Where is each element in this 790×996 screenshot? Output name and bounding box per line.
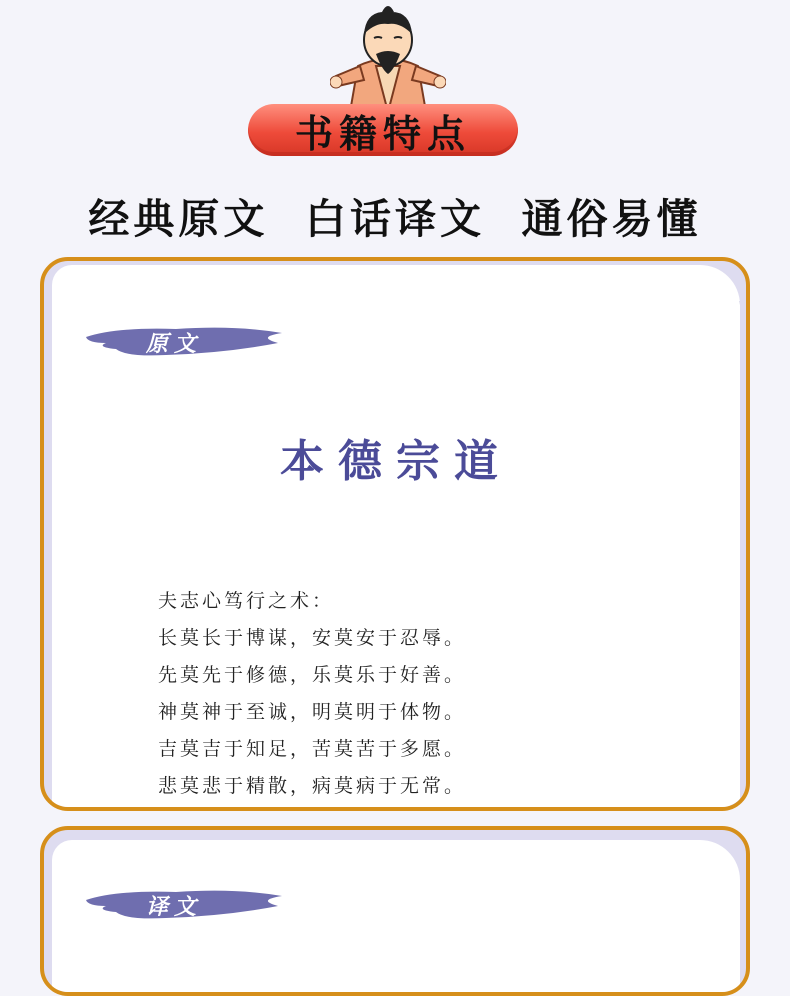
section-tag-label: 译文 xyxy=(146,894,203,920)
text-line: 长莫长于博谋，安莫安于忍辱。 xyxy=(158,627,467,649)
text-line: 先莫先于修德，乐莫乐于好善。 xyxy=(158,664,467,686)
scholar-mascot-icon xyxy=(330,4,446,112)
translation-card xyxy=(40,826,750,996)
text-line: 神莫神于至诚，明莫明于体物。 xyxy=(158,701,467,723)
book-page xyxy=(52,840,740,992)
book-page xyxy=(52,265,740,807)
text-line: 悲莫悲于精散，病莫病于无常。 xyxy=(158,775,467,797)
section-tag-original xyxy=(86,323,286,359)
chapter-title: 本德宗道 xyxy=(280,436,512,487)
banner-label: 书籍特点 xyxy=(294,111,471,156)
section-tag-label: 原文 xyxy=(146,331,203,357)
text-line: 吉莫吉于知足，苦莫苦于多愿。 xyxy=(158,738,467,760)
text-line: 夫志心笃行之术： xyxy=(158,590,335,612)
original-text xyxy=(158,583,466,805)
book-features-banner xyxy=(248,104,518,156)
original-text-card xyxy=(40,257,750,811)
headline: 经典原文 白话译文 通俗易懂 xyxy=(88,195,702,243)
section-tag-translation xyxy=(86,886,286,922)
